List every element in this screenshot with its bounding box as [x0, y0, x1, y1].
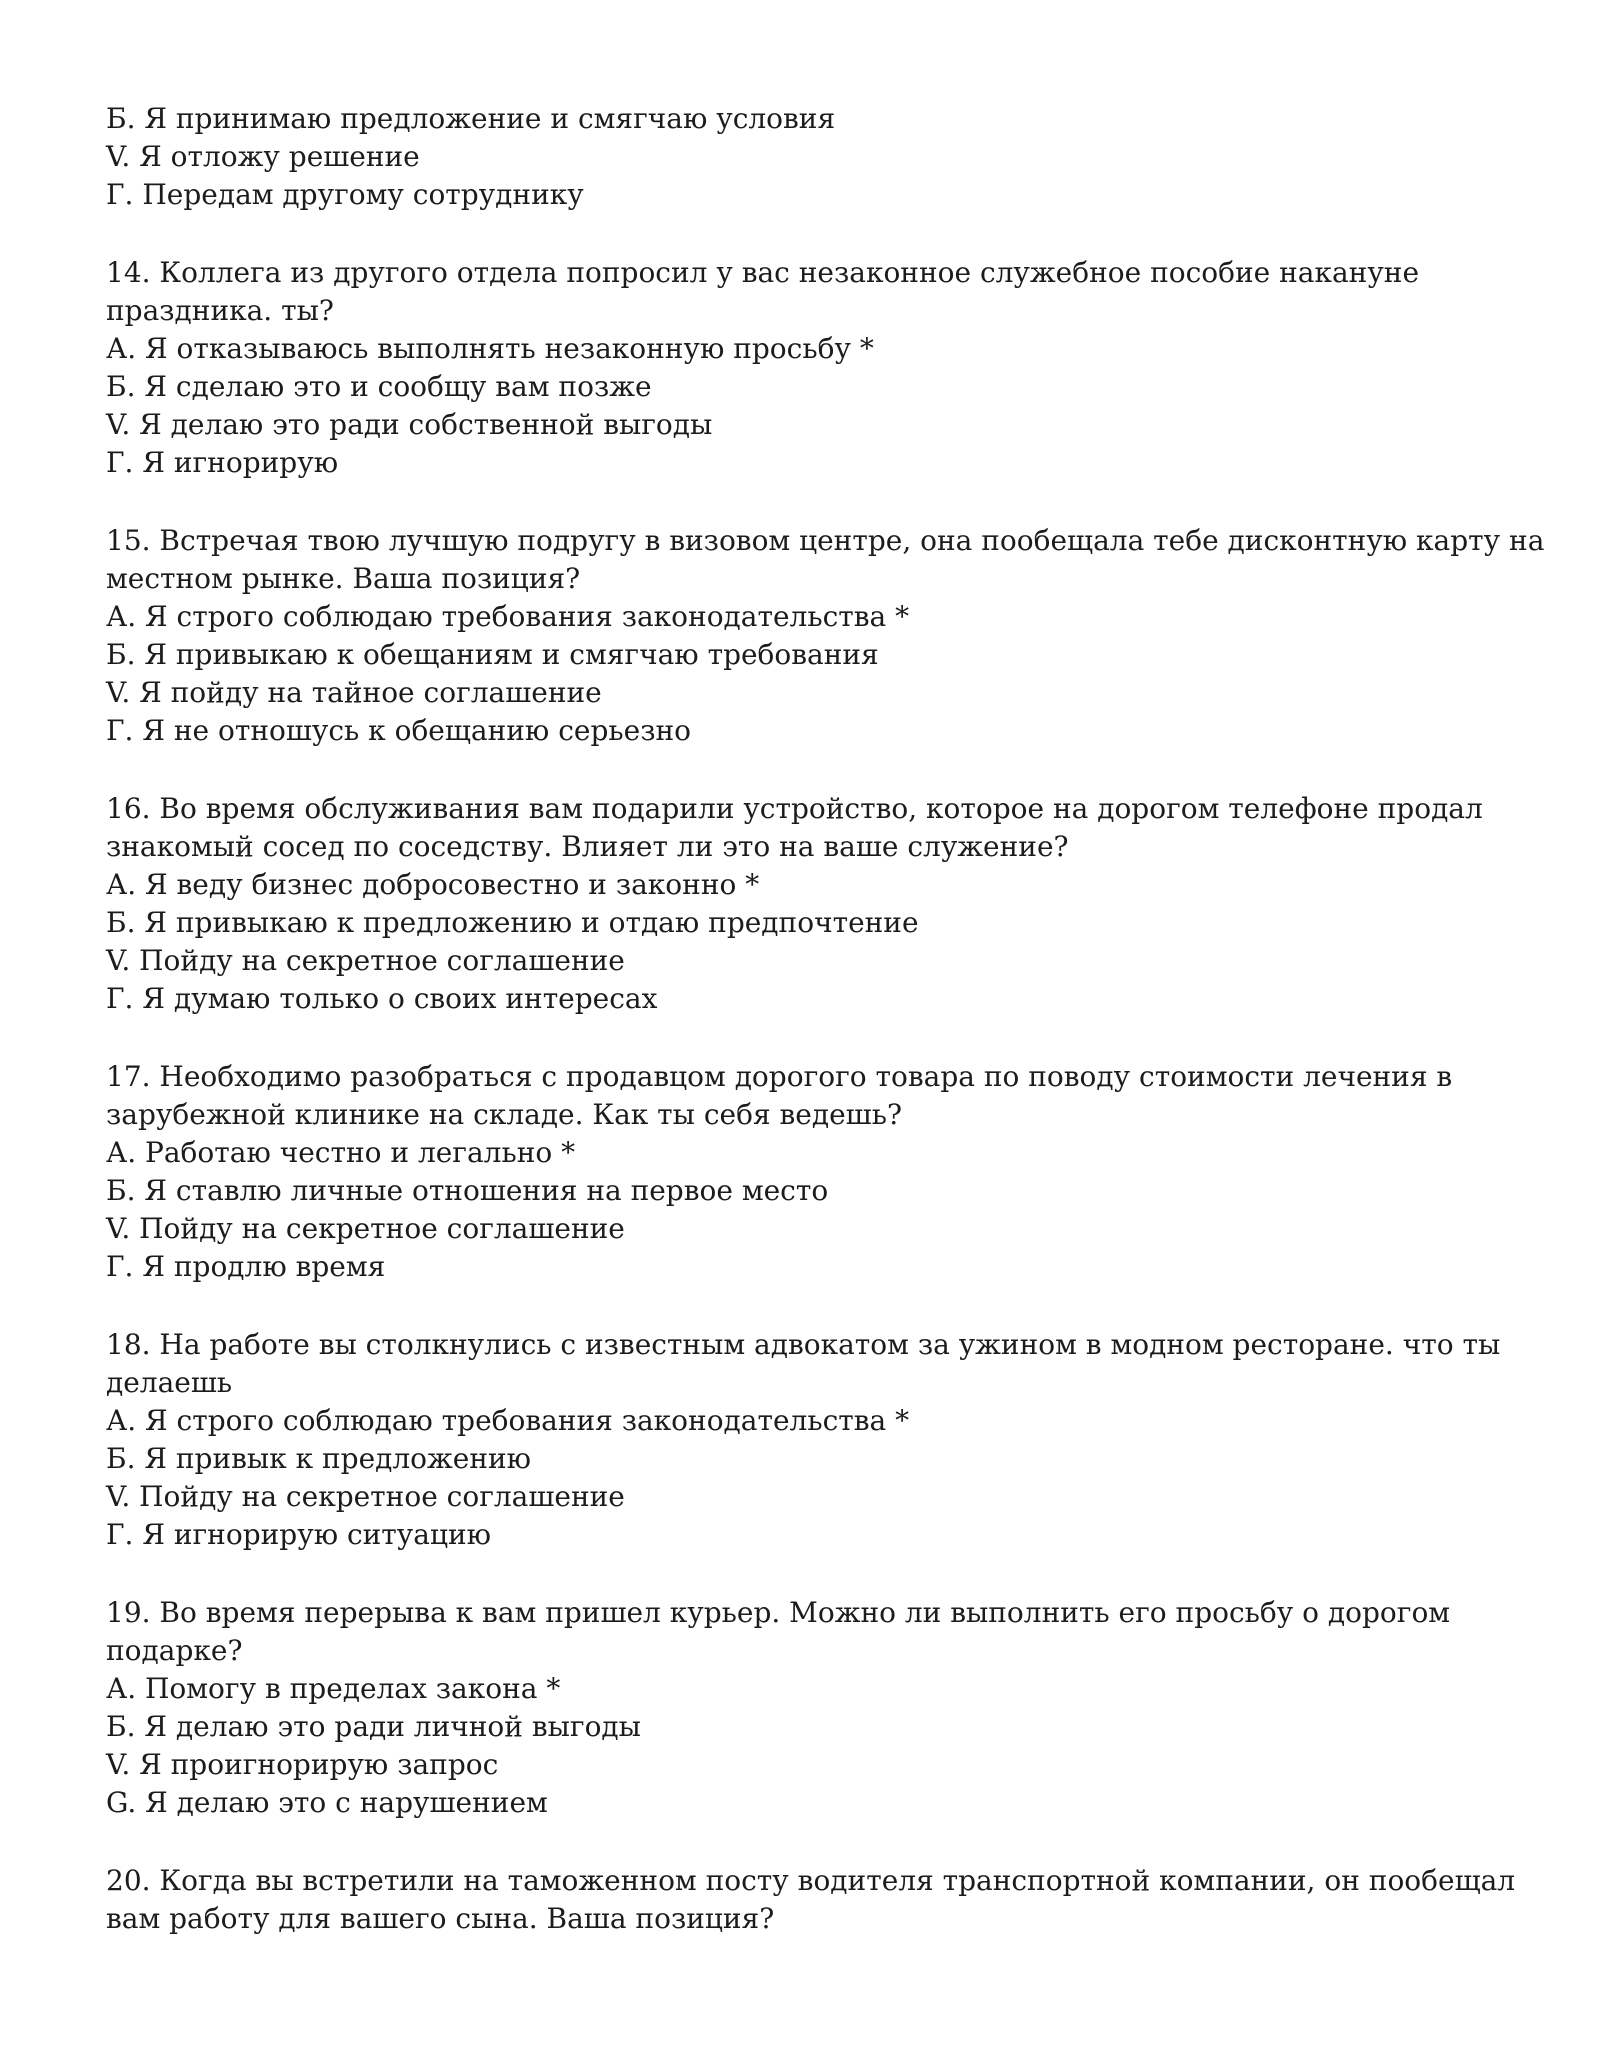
- question-text: подарке?: [106, 1634, 243, 1667]
- answer-option: Б. Я принимаю предложение и смягчаю условия: [106, 102, 836, 135]
- answer-option: Г. Я игнорирую ситуацию: [106, 1518, 492, 1551]
- answer-option: Б. Я привыкаю к предложению и отдаю предпочтение: [106, 906, 919, 939]
- previous-question-options: [106, 100, 1500, 214]
- answer-option: А. Помогу в пределах закона *: [106, 1672, 561, 1705]
- answer-option: Б. Я привыкаю к обещаниям и смягчаю требования: [106, 638, 879, 671]
- question-19: [106, 1594, 1500, 1822]
- question-text: знакомый сосед по соседству. Влияет ли это на ваше служение?: [106, 830, 1069, 863]
- question-18: [106, 1326, 1500, 1554]
- answer-option: Г. Я не отношусь к обещанию серьезно: [106, 714, 691, 747]
- answer-option: V. Я проигнорирую запрос: [106, 1748, 499, 1781]
- question-15: [106, 522, 1545, 750]
- answer-option: V. Я пойду на тайное соглашение: [106, 676, 602, 709]
- answer-option: Г. Я продлю время: [106, 1250, 386, 1283]
- question-text: местном рынке. Ваша позиция?: [106, 562, 581, 595]
- question-14: [106, 254, 1500, 482]
- answer-option: Б. Я ставлю личные отношения на первое место: [106, 1174, 829, 1207]
- answer-option: А. Работаю честно и легально *: [106, 1136, 576, 1169]
- answer-option: Б. Я делаю это ради личной выгоды: [106, 1710, 641, 1743]
- question-text: 20. Когда вы встретили на таможенном посту водителя транспортной компании, он пообещал: [106, 1864, 1516, 1897]
- answer-option: А. Я отказываюсь выполнять незаконную просьбу *: [106, 332, 874, 365]
- answer-option: Б. Я сделаю это и сообщу вам позже: [106, 370, 652, 403]
- answer-option: Б. Я привык к предложению: [106, 1442, 532, 1475]
- answer-option: V. Пойду на секретное соглашение: [106, 1212, 625, 1245]
- answer-option: V. Пойду на секретное соглашение: [106, 1480, 625, 1513]
- question-text: 16. Во время обслуживания вам подарили устройство, которое на дорогом телефоне продал: [106, 792, 1483, 825]
- question-text: 18. На работе вы столкнулись с известным адвокатом за ужином в модном ресторане. что ты: [106, 1328, 1501, 1361]
- question-text: 15. Встречая твою лучшую подругу в визовом центре, она пообещала тебе дисконтную карту на: [106, 524, 1545, 557]
- answer-option: А. Я строго соблюдаю требования законодательства *: [106, 600, 910, 633]
- question-20: [106, 1862, 1516, 1938]
- answer-option: Г. Передам другому сотруднику: [106, 178, 584, 211]
- answer-option: V. Я отложу решение: [106, 140, 420, 173]
- answer-option: Г. Я думаю только о своих интересах: [106, 982, 658, 1015]
- answer-option: V. Пойду на секретное соглашение: [106, 944, 625, 977]
- question-17: [106, 1058, 1500, 1286]
- question-text: 17. Необходимо разобраться с продавцом дорогого товара по поводу стоимости лечения в: [106, 1060, 1453, 1093]
- question-text: 19. Во время перерыва к вам пришел курьер. Можно ли выполнить его просьбу о дорогом: [106, 1596, 1451, 1629]
- answer-option: А. Я веду бизнес добросовестно и законно *: [106, 868, 760, 901]
- answer-option: А. Я строго соблюдаю требования законодательства *: [106, 1404, 910, 1437]
- question-text: зарубежной клинике на складе. Как ты себя ведешь?: [106, 1098, 902, 1131]
- question-text: вам работу для вашего сына. Ваша позиция?: [106, 1902, 775, 1935]
- answer-option: V. Я делаю это ради собственной выгоды: [106, 408, 713, 441]
- answer-option: G. Я делаю это с нарушением: [106, 1786, 548, 1819]
- question-16: [106, 790, 1500, 1018]
- question-text: делаешь: [106, 1366, 233, 1399]
- question-text: 14. Коллега из другого отдела попросил у вас незаконное служебное пособие накануне: [106, 256, 1420, 289]
- question-text: праздника. ты?: [106, 294, 334, 327]
- answer-option: Г. Я игнорирую: [106, 446, 339, 479]
